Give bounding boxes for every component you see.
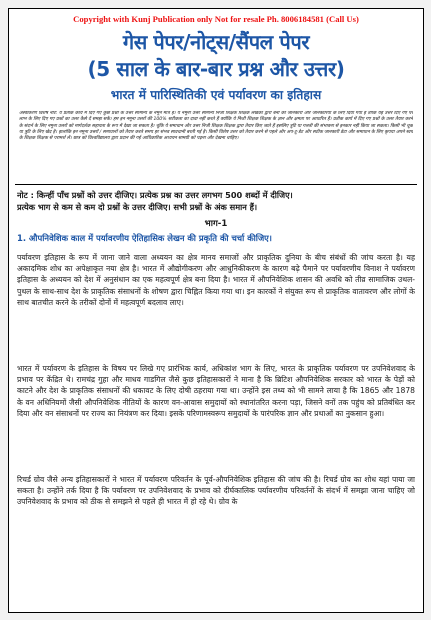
document-page: [8, 8, 424, 613]
disclaimer-text: अस्वीकरण विशेष नोट: ये प्रतीक कार्य में दिए गए कुछ प्रश्नों के उत्तर सामान्य के नमूने मात्र हैं। ये नमूना उत्तर सामान्य निजी शिक्षक शिक्षक लेखकों द्वारा बना की जानकारी और जानकारियों के लिए दिया गया है ताकि यह उत्तर दिए गए पर लाभ के लिए दिए गए प्रश्नों का उत्तर कैसे दें समझ सकें। हम इन नमूना उत्तरों की 100% सटीकता का दावा नहीं करते हैं क्योंकि ये निजी शिक्षक शिक्षक के ज्ञान और क्षमता पर आधारित हैं। प्रतीक कार्य में दिए गए प्रश्नों के उत्तर तैयार करने के संदर्भ के लिए नमूना उत्तरों को मार्गदर्शक सहायता के रूप में देखा जा सकता है। चूंकि ये समाधान और उत्तर निजी शिक्षक शिक्षक द्वारा तैयार किए जाते हैं इसलिए त्रुटि या गलती की संभावना से इनकार नहीं किया जा सकता। किसी भी चूक या त्रुटि के लिए खेद है। हालांकि इन नमूना उत्तरों / समाधानों को तैयार करते समय हर संभव सावधानी बरती गई है। किसी विशेष उत्तर को तैयार करने से पहले और अप-टू-डेट और सटीक जानकारी डेटा और समाधान के लिए कृपया अपने स्वयं के शिक्षक शिक्षक से परामर्श लें। छात्र को विश्वविद्यालय द्वारा प्रदान की गई आधिकारिक अध्ययन सामग्री को पढ़ना और देखना चाहिए।: [19, 111, 413, 142]
instruction-note-line-1: नोट : किन्हीं पाँच प्रश्नों को उत्तर दीजिए। प्रत्येक प्रश्न का उत्तर लगभग 500 शब्दों में दीजिए।: [17, 190, 293, 200]
page-title-line-2: (5 साल के बार-बार प्रश्न और उत्तर): [87, 57, 345, 81]
divider: [15, 184, 417, 185]
instruction-note-line-2: प्रत्येक भाग से कम से कम दो प्रश्नों के उत्तर दीजिए। सभी प्रश्नों के अंक समान हैं।: [17, 202, 258, 212]
copyright-notice: Copyright with Kunj Publication only Not for resale Ph. 8006184581 (Call Us): [73, 14, 359, 24]
section-heading: भाग-1: [204, 219, 228, 229]
answer-paragraph: भारत में पर्यावरण के इतिहास के विषय पर लिखे गए प्रारंभिक कार्य, अधिकांश भाग के लिए, भारत के प्राकृतिक पर्यावरण पर उपनिवेशवाद के प्रभाव पर केंद्रित थे। रामचंद्र गुहा और माधव गाडगिल जैसे कुछ इतिहासकारों ने माना है कि ब्रिटिश औपनिवेशिक सरकार को भारत के पेड़ों को काटने और देश के प्राकृतिक संसाधनों की धकावट के लिए दोषी ठहराया गया था। उन्होंने इस तथ्य को भी सामने लाया है कि 1865 और 1878 के वन अधिनियमों जैसी औपनिवेशिक नीतियों के कारण वन-आवास समुदायों को स्थानांतरित करना पड़ा, जिसने वनों तक पहुंच को प्रतिबंधित कर दिया और वन संसाधनों पर राज्य का नियंत्रण कर दिया। इसके परिणामस्वरूप समुदायों के पारंपरिक ज्ञान और प्रथाओं का नुकसान हुआ।: [17, 364, 415, 418]
page-title-line-1: गेस पेपर/नोट्स/सैंपल पेपर: [122, 30, 310, 54]
answer-paragraph: पर्यावरण इतिहास के रूप में जाना जाने वाला अध्ययन का क्षेत्र मानव समाजों और प्राकृतिक दुनिया के बीच संबंधों की जांच करता है। यह अकादमिक शोध का अपेक्षाकृत नया क्षेत्र है। भारत में औद्योगीकरण और आधुनिकीकरण के कारण बढ़े पैमाने पर पर्यावरणीय विनाश ने पर्यावरण इतिहास के अध्ययन को देश में अनुसंधान का एक महत्वपूर्ण क्षेत्र बना दिया है। भारत में औपनिवेशिक शासन की अवधि को तीव्र सामाजिक उथल-पुथल के साथ-साथ देश के प्राकृतिक संसाधनों के शोषण द्वारा चिह्नित किया गया था। इन कारकों ने संयुक्त रूप से प्राकृतिक वातावरण और लोगों के साथ बातचीत करने के तरीकों दोनों में महत्वपूर्ण बदलाव लाए।: [17, 253, 415, 307]
page-subtitle: भारत में पारिस्थितिकी एवं पर्यावरण का इतिहास: [110, 88, 322, 102]
question-heading: 1. औपनिवेशिक काल में पर्यावरणीय ऐतिहासिक लेखन की प्रकृति की चर्चा कीजिए।: [17, 233, 272, 243]
answer-paragraph: रिचर्ड ग्रोव जैसे अन्य इतिहासकारों ने भारत में पर्यावरण परिवर्तन के पूर्व-औपनिवेशिक इतिहास की जांच की है। रिचर्ड ग्रोव का शोध यहां पाया जा सकता है। उन्होंने तर्क दिया है कि पर्यावरण पर उपनिवेशवाद के प्रभाव को दीर्घकालिक पर्यावरणीय परिवर्तनों के संदर्भ में समझा जाना चाहिए जो उपनिवेशवाद के प्रभाव को ठीक से समझने से पहले ही भारत में हो रहे थे। ग्रोव के: [17, 475, 415, 507]
